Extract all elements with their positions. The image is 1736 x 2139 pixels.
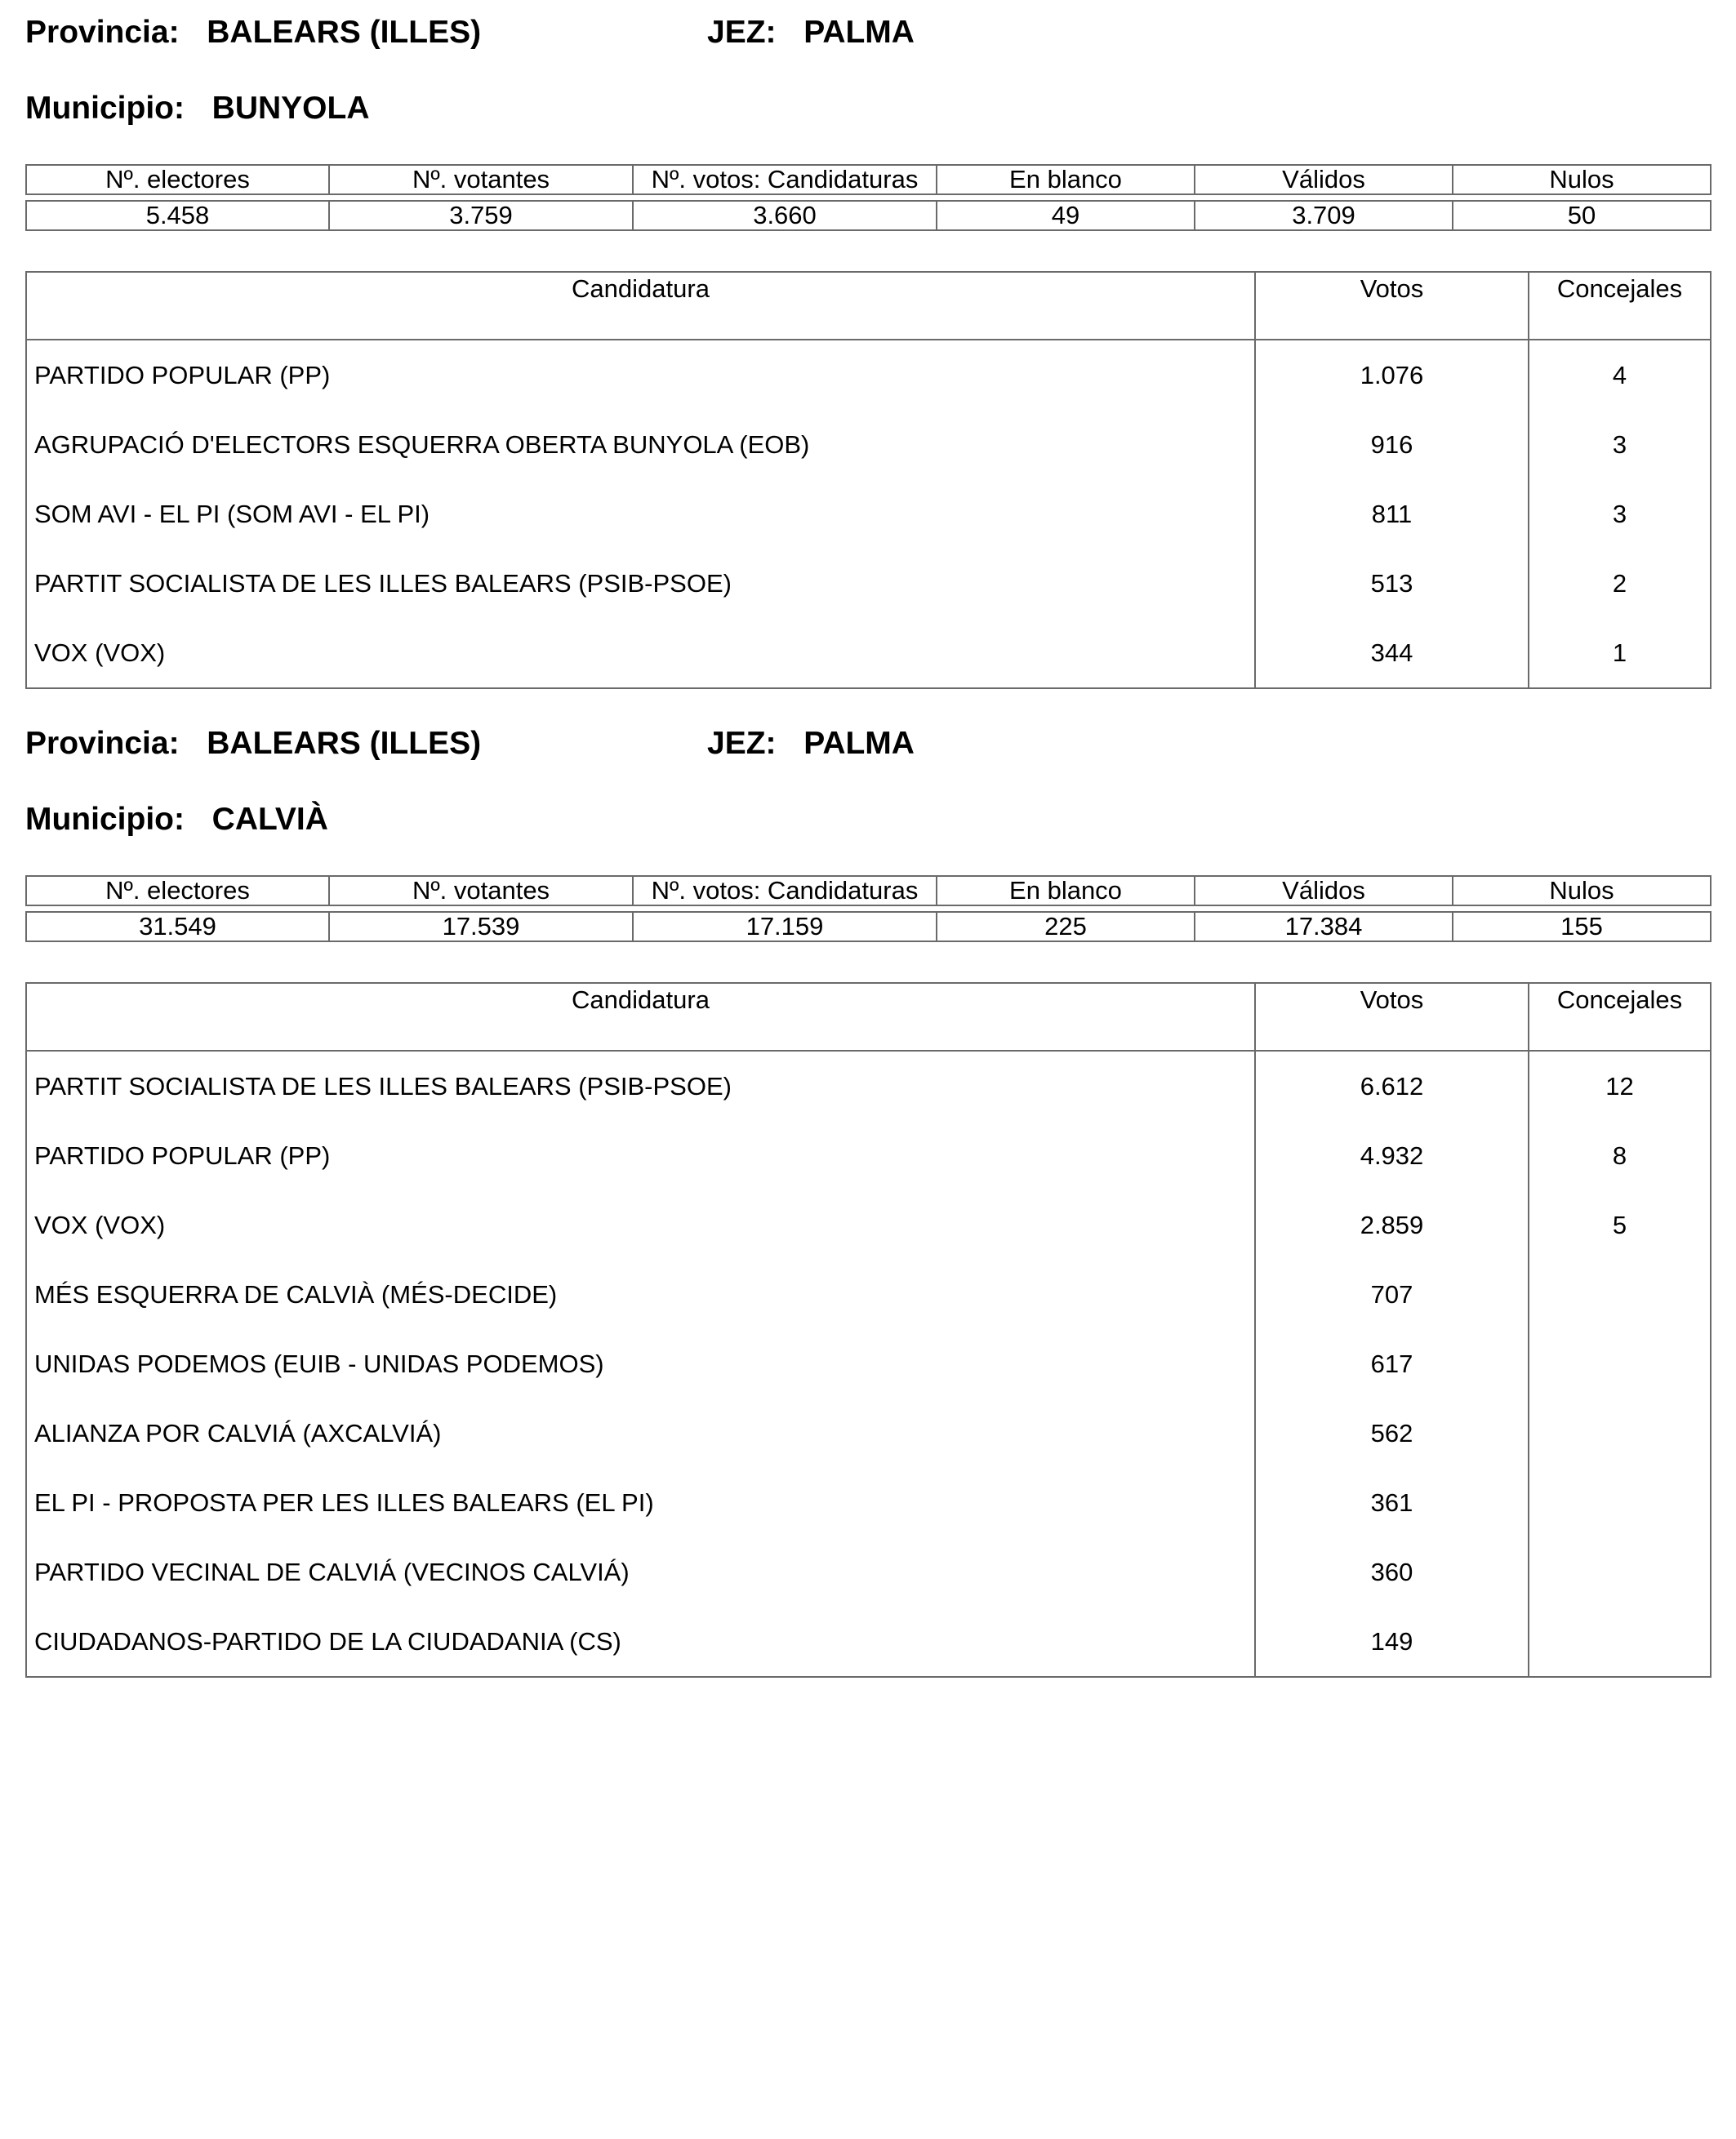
votos-header: Votos: [1255, 983, 1529, 1051]
candidates-table: [25, 271, 1712, 689]
summary-value: 225: [937, 912, 1195, 941]
summary-value: 17.384: [1195, 912, 1453, 941]
candidate-name: PARTIDO POPULAR (PP): [34, 1141, 331, 1170]
candidate-name: SOM AVI - EL PI (SOM AVI - EL PI): [34, 499, 430, 528]
table-row: [26, 1607, 1711, 1677]
candidate-votes: 562: [1255, 1399, 1529, 1468]
table-row: [26, 549, 1711, 618]
jez-line: [707, 15, 915, 51]
summary-header: Nulos: [1453, 165, 1711, 194]
candidate-name: PARTIDO VECINAL DE CALVIÁ (VECINOS CALVIÁ): [34, 1557, 630, 1586]
candidate-name: PARTIT SOCIALISTA DE LES ILLES BALEARS (PSIB-PSOE): [34, 1071, 732, 1101]
jez-label: JEZ:: [707, 726, 777, 761]
candidate-councillors: 5: [1529, 1190, 1711, 1260]
candidates-header-row: [26, 983, 1711, 1051]
summary-header: Nº. votantes: [329, 876, 633, 905]
candidate-councillors: [1529, 1468, 1711, 1537]
summary-header: Nº. electores: [26, 876, 329, 905]
table-row: [26, 1260, 1711, 1329]
candidate-name: VOX (VOX): [34, 1210, 166, 1239]
candidate-votes: 811: [1255, 479, 1529, 549]
summary-value: 5.458: [26, 201, 329, 230]
candidate-name: CIUDADANOS-PARTIDO DE LA CIUDADANIA (CS): [34, 1626, 621, 1656]
table-row: [26, 1537, 1711, 1607]
table-row: [26, 1329, 1711, 1399]
candidate-votes: 513: [1255, 549, 1529, 618]
concejales-header: Concejales: [1529, 272, 1711, 340]
candidate-votes: 149: [1255, 1607, 1529, 1677]
provincia-label: Provincia:: [25, 15, 180, 50]
jez-value: PALMA: [803, 726, 915, 761]
table-row: [26, 340, 1711, 410]
candidate-votes: 707: [1255, 1260, 1529, 1329]
concejales-header: Concejales: [1529, 983, 1711, 1051]
summary-value-row: [26, 912, 1711, 941]
summary-header-row: [26, 876, 1711, 905]
table-row: [26, 410, 1711, 479]
candidate-councillors: 3: [1529, 479, 1711, 549]
municipio-line: [25, 802, 328, 838]
table-row: [26, 1399, 1711, 1468]
candidate-votes: 617: [1255, 1329, 1529, 1399]
candidate-name: PARTIT SOCIALISTA DE LES ILLES BALEARS (PSIB-PSOE): [34, 568, 732, 598]
municipio-line: [25, 91, 370, 127]
candidatura-header: Candidatura: [26, 983, 1255, 1051]
jez-label: JEZ:: [707, 15, 777, 50]
candidate-votes: 360: [1255, 1537, 1529, 1607]
votos-header: Votos: [1255, 272, 1529, 340]
candidate-councillors: [1529, 1329, 1711, 1399]
candidate-councillors: 4: [1529, 340, 1711, 410]
summary-value: 49: [937, 201, 1195, 230]
summary-header: Nº. votos: Candidaturas: [633, 876, 937, 905]
candidate-councillors: 3: [1529, 410, 1711, 479]
summary-table: [25, 875, 1712, 942]
candidate-votes: 361: [1255, 1468, 1529, 1537]
candidate-councillors: [1529, 1537, 1711, 1607]
provincia-line: [25, 15, 481, 51]
table-row: [26, 1468, 1711, 1537]
summary-value: 3.660: [633, 201, 937, 230]
candidate-name: MÉS ESQUERRA DE CALVIÀ (MÉS-DECIDE): [34, 1279, 558, 1309]
provincia-value: BALEARS (ILLES): [207, 15, 482, 50]
candidate-councillors: [1529, 1607, 1711, 1677]
candidate-councillors: [1529, 1260, 1711, 1329]
candidate-votes: 1.076: [1255, 340, 1529, 410]
summary-header: En blanco: [937, 165, 1195, 194]
table-row: [26, 1051, 1711, 1121]
candidates-table: [25, 982, 1712, 1678]
summary-value: 155: [1453, 912, 1711, 941]
summary-header: Válidos: [1195, 876, 1453, 905]
municipio-label: Municipio:: [25, 91, 185, 126]
municipio-value: CALVIÀ: [211, 802, 328, 837]
candidate-councillors: [1529, 1399, 1711, 1468]
jez-line: [707, 726, 915, 762]
summary-value-row: [26, 201, 1711, 230]
candidate-name: AGRUPACIÓ D'ELECTORS ESQUERRA OBERTA BUNYOLA (EOB): [34, 429, 810, 459]
summary-header: Nº. votos: Candidaturas: [633, 165, 937, 194]
summary-value: 17.539: [329, 912, 633, 941]
summary-value: 3.709: [1195, 201, 1453, 230]
candidate-votes: 6.612: [1255, 1051, 1529, 1121]
candidates-header-row: [26, 272, 1711, 340]
candidate-councillors: 8: [1529, 1121, 1711, 1190]
candidate-votes: 2.859: [1255, 1190, 1529, 1260]
municipio-value: BUNYOLA: [211, 91, 370, 126]
table-row: [26, 479, 1711, 549]
municipio-label: Municipio:: [25, 802, 185, 837]
summary-header: En blanco: [937, 876, 1195, 905]
summary-value: 50: [1453, 201, 1711, 230]
summary-header-row: [26, 165, 1711, 194]
candidate-councillors: 2: [1529, 549, 1711, 618]
summary-header: Válidos: [1195, 165, 1453, 194]
summary-header: Nulos: [1453, 876, 1711, 905]
summary-table: [25, 164, 1712, 231]
candidate-name: PARTIDO POPULAR (PP): [34, 360, 331, 389]
candidate-name: VOX (VOX): [34, 638, 166, 667]
candidate-name: EL PI - PROPOSTA PER LES ILLES BALEARS (EL PI): [34, 1488, 654, 1517]
provincia-line: [25, 726, 481, 762]
table-row: [26, 1121, 1711, 1190]
jez-value: PALMA: [803, 15, 915, 50]
table-row: [26, 1190, 1711, 1260]
candidate-votes: 4.932: [1255, 1121, 1529, 1190]
candidatura-header: Candidatura: [26, 272, 1255, 340]
candidate-councillors: 1: [1529, 618, 1711, 688]
summary-value: 31.549: [26, 912, 329, 941]
candidate-councillors: 12: [1529, 1051, 1711, 1121]
candidate-name: UNIDAS PODEMOS (EUIB - UNIDAS PODEMOS): [34, 1349, 604, 1378]
candidate-votes: 344: [1255, 618, 1529, 688]
table-row: [26, 618, 1711, 688]
summary-header: Nº. electores: [26, 165, 329, 194]
provincia-value: BALEARS (ILLES): [207, 726, 482, 761]
summary-value: 3.759: [329, 201, 633, 230]
provincia-label: Provincia:: [25, 726, 180, 761]
candidate-votes: 916: [1255, 410, 1529, 479]
summary-header: Nº. votantes: [329, 165, 633, 194]
summary-value: 17.159: [633, 912, 937, 941]
candidate-name: ALIANZA POR CALVIÁ (AXCALVIÁ): [34, 1418, 442, 1447]
